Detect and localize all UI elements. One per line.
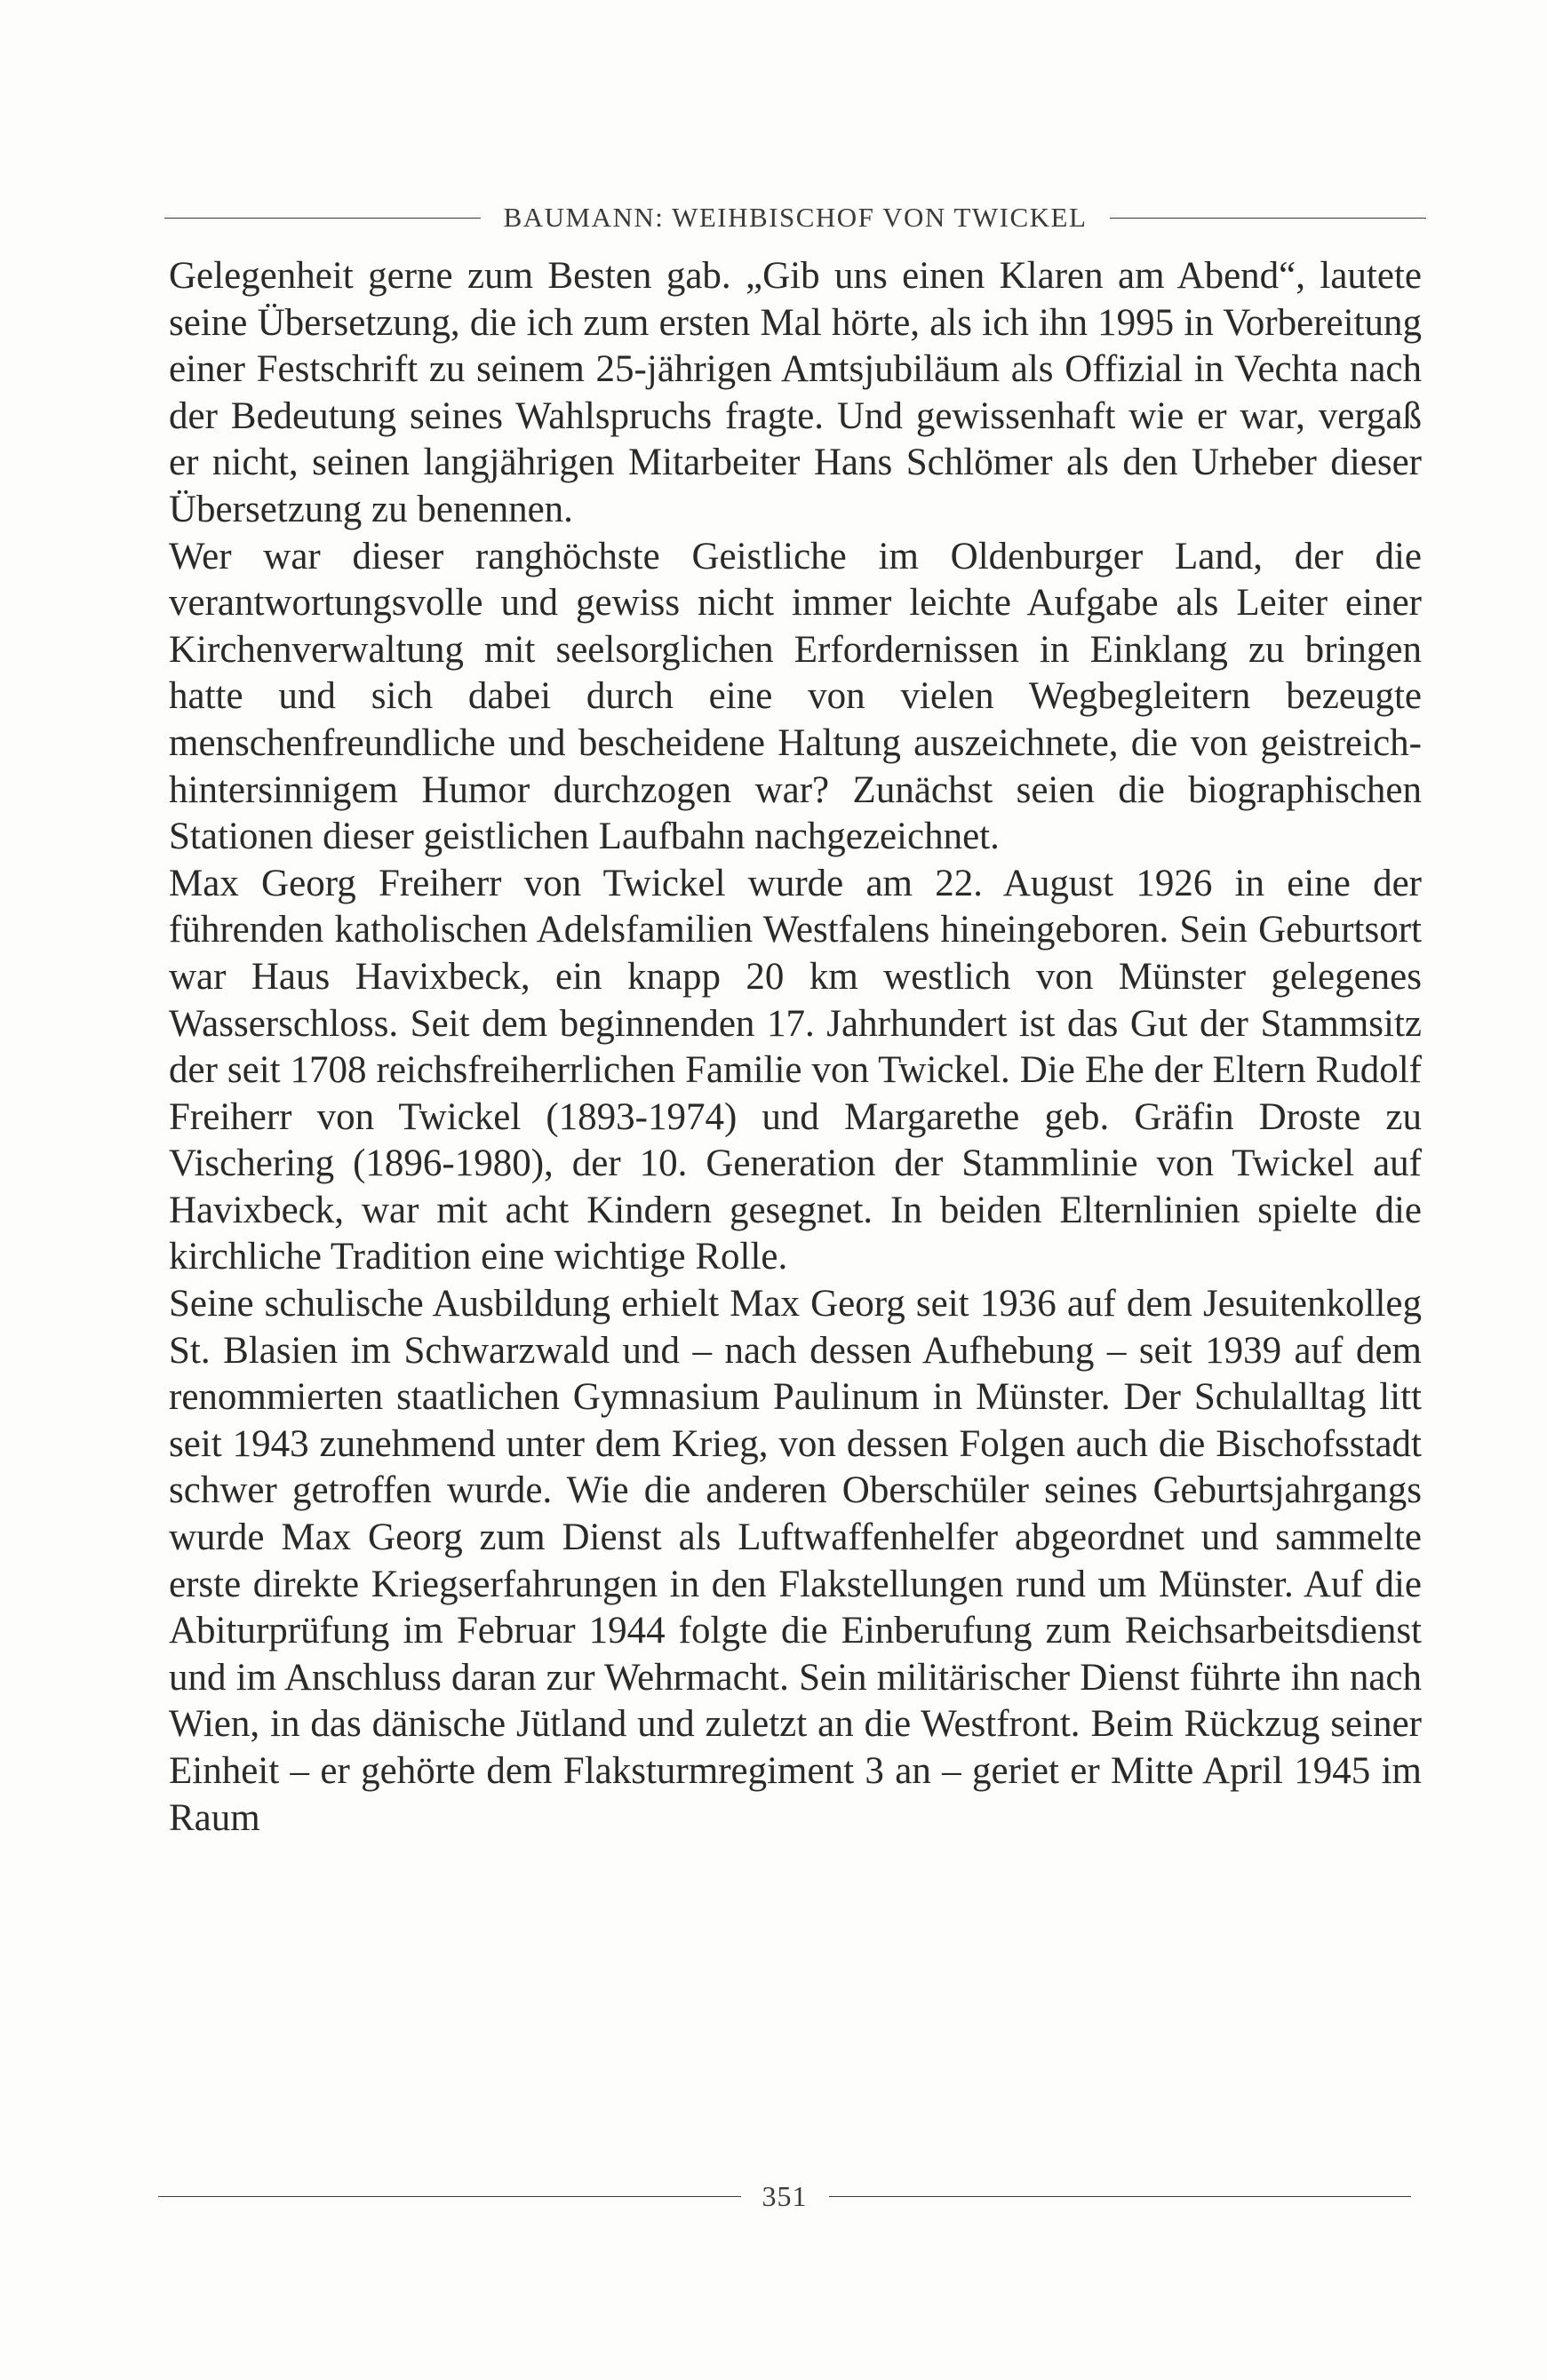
running-header bbox=[164, 200, 1426, 235]
running-title: BAUMANN: WEIHBISCHOF VON TWICKEL bbox=[503, 202, 1088, 233]
page-number: 351 bbox=[762, 2179, 808, 2212]
paragraph-4: Seine schulische Ausbildung erhielt Max Georg seit 1936 auf dem Jesuitenkolleg St. Blasien im Schwarzwald und – nach dessen Aufhebung – seit 1939 auf dem renommierten staatlichen Gymnasium Paulinum in Münster. Der Schulalltag litt seit 1943 zunehmend unter dem Krieg, von dessen Folgen auch die Bischofsstadt schwer getroffen wurde. Wie die anderen Oberschüler seines Geburtsjahrgangs wurde Max Georg zum Dienst als Luftwaffenhelfer abgeordnet und sammelte erste direkte Kriegserfahrungen in den Flakstellungen rund um Münster. Auf die Abiturprüfung im Februar 1944 folgte die Einberufung zum Reichsarbeitsdienst und im Anschluss daran zur Wehrmacht. Sein militärischer Dienst führte ihn nach Wien, in das dänische Jütland und zuletzt an die Westfront. Beim Rückzug seiner Einheit – er gehörte dem Flaksturmregiment 3 an – geriet er Mitte April 1945 im Raum bbox=[169, 1283, 1422, 1839]
header-rule-left bbox=[164, 218, 481, 219]
footer-rule-left bbox=[158, 2196, 741, 2197]
paragraph-3: Max Georg Freiherr von Twickel wurde am 22. August 1926 in eine der führenden katholischen Adelsfamilien Westfalens hineingeboren. Sein Geburtsort war Haus Havixbeck, ein knapp 20 km westlich von Münster gelegenes Wasserschloss. Seit dem beginnenden 17. Jahrhundert ist das Gut der Stammsitz der seit 1708 reichsfreiherrlichen Familie von Twickel. Die Ehe der Eltern Rudolf Freiherr von Twickel (1893-1974) und Margarethe geb. Gräfin Droste zu Vischering (1896-1980), der 10. Generation der Stammlinie von Twickel auf Havixbeck, war mit acht Kindern gesegnet. In beiden Elternlinien spielte die kirchliche Tradition eine wichtige Rolle. bbox=[169, 862, 1422, 1278]
paragraph-1: Gelegenheit gerne zum Besten gab. „Gib uns einen Klaren am Abend“, lautete seine Übersetzung, die ich zum ersten Mal hörte, als ich ihn 1995 in Vorbereitung einer Festschrift zu seinem 25-jährigen Amtsjubiläum als Offizial in Vechta nach der Bedeutung seines Wahlspruchs fragte. Und gewissenhaft wie er war, vergaß er nicht, seinen langjährigen Mitarbeiter Hans Schlömer als den Urheber dieser Übersetzung zu benennen. bbox=[169, 255, 1422, 530]
header-rule-right bbox=[1110, 218, 1426, 219]
body-text bbox=[169, 253, 1422, 1842]
page-footer bbox=[158, 2178, 1411, 2214]
footer-rule-right bbox=[829, 2196, 1412, 2197]
paragraph-2: Wer war dieser ranghöchste Geistliche im Oldenburger Land, der die verantwortungsvolle und gewiss nicht immer leichte Aufgabe als Leiter einer Kirchenverwaltung mit seelsorglichen Erfordernissen in Einklang zu bringen hatte und sich dabei durch eine von vielen Wegbegleitern bezeugte menschenfreundliche und bescheidene Haltung auszeichnete, die von geistreich-hintersinnigem Humor durchzogen war? Zunächst seien die biographischen Stationen dieser geistlichen Laufbahn nachgezeichnet. bbox=[169, 535, 1422, 858]
